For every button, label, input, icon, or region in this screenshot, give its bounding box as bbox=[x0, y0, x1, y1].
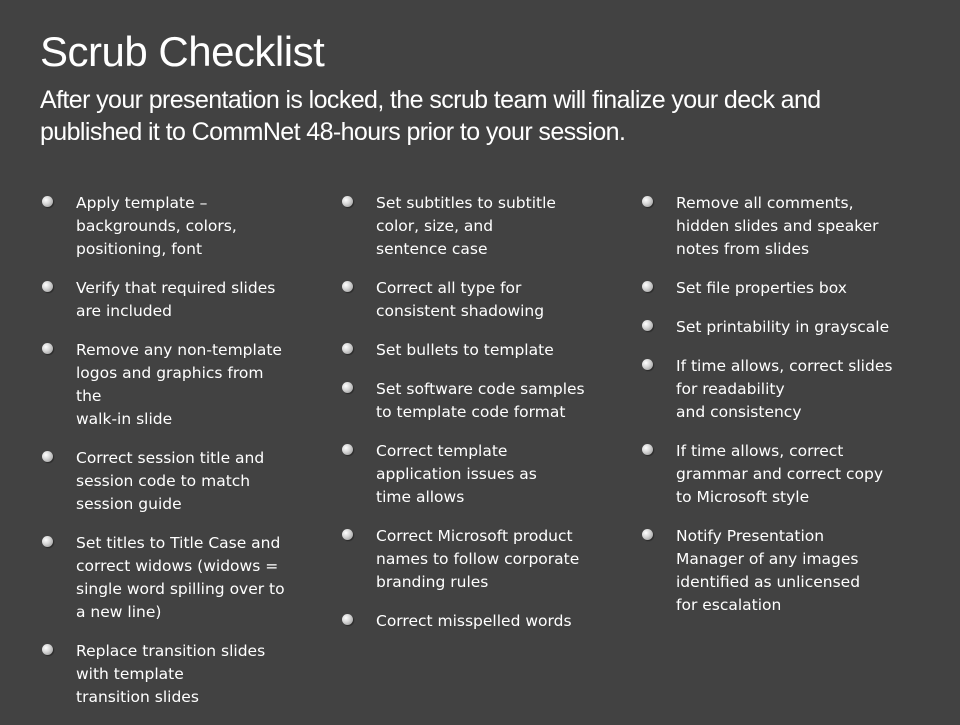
bullet-icon bbox=[342, 614, 353, 625]
bullet-icon bbox=[342, 444, 353, 455]
checklist-item bbox=[342, 277, 592, 323]
bullet-icon bbox=[642, 529, 653, 540]
checklist-item-text: Replace transition slides with template transition slides bbox=[76, 642, 266, 706]
bullet-icon bbox=[342, 196, 353, 207]
checklist-item-text: Correct template application issues as time allows bbox=[376, 442, 537, 506]
checklist-item bbox=[642, 525, 932, 617]
checklist-item bbox=[42, 192, 292, 261]
checklist-item bbox=[42, 447, 292, 516]
bullet-icon bbox=[42, 536, 53, 547]
checklist-item bbox=[42, 640, 292, 709]
checklist-item-text: Set printability in grayscale bbox=[676, 318, 890, 336]
bullet-icon bbox=[642, 320, 653, 331]
checklist-item bbox=[342, 378, 592, 424]
bullet-icon bbox=[42, 451, 53, 462]
checklist-column-3 bbox=[642, 192, 932, 633]
checklist-item-text: Set subtitles to subtitle color, size, and sentence case bbox=[376, 194, 556, 258]
bullet-icon bbox=[342, 343, 353, 354]
checklist-item bbox=[42, 532, 292, 624]
checklist-item bbox=[42, 339, 292, 431]
bullet-icon bbox=[42, 196, 53, 207]
checklist-column-2 bbox=[342, 192, 592, 649]
checklist-item-text: Set titles to Title Case and correct widows (widows = single word spilling over to a new line) bbox=[76, 534, 285, 621]
checklist-item-text: Correct all type for consistent shadowing bbox=[376, 279, 545, 320]
checklist-item bbox=[342, 610, 592, 633]
checklist-item-text: Correct Microsoft product names to follow corporate branding rules bbox=[376, 527, 580, 591]
checklist-item-text: If time allows, correct grammar and correct copy to Microsoft style bbox=[676, 442, 884, 506]
checklist-item bbox=[342, 339, 592, 362]
bullet-icon bbox=[642, 359, 653, 370]
checklist-item-text: Correct session title and session code to match session guide bbox=[76, 449, 265, 513]
checklist-item-text: Remove all comments, hidden slides and speaker notes from slides bbox=[676, 194, 879, 258]
bullet-icon bbox=[42, 281, 53, 292]
checklist-item-text: If time allows, correct slides for readability and consistency bbox=[676, 357, 893, 421]
checklist-item-text: Correct misspelled words bbox=[376, 612, 572, 630]
checklist-item bbox=[342, 525, 592, 594]
checklist-item-text: Notify Presentation Manager of any images identified as unlicensed for escalation bbox=[676, 527, 861, 614]
checklist-column-1 bbox=[42, 192, 292, 725]
bullet-icon bbox=[642, 196, 653, 207]
checklist-item-text: Verify that required slides are included bbox=[76, 279, 276, 320]
checklist-item bbox=[42, 277, 292, 323]
bullet-icon bbox=[42, 644, 53, 655]
checklist-item-text: Set bullets to template bbox=[376, 341, 554, 359]
checklist-item bbox=[342, 440, 592, 509]
checklist-item bbox=[642, 355, 932, 424]
checklist-item-text: Apply template – backgrounds, colors, positioning, font bbox=[76, 194, 237, 258]
checklist-item bbox=[642, 316, 932, 339]
bullet-icon bbox=[642, 444, 653, 455]
checklist-item bbox=[342, 192, 592, 261]
checklist-item-text: Set software code samples to template code format bbox=[376, 380, 585, 421]
bullet-icon bbox=[642, 281, 653, 292]
slide-subtitle: After your presentation is locked, the scrub team will finalize your deck and published it to CommNet 48-hours prior to your session. bbox=[40, 86, 821, 146]
checklist-item bbox=[642, 192, 932, 261]
checklist-item-text: Set file properties box bbox=[676, 279, 847, 297]
bullet-icon bbox=[42, 343, 53, 354]
slide-title: Scrub Checklist bbox=[40, 28, 325, 75]
checklist-item-text: Remove any non-template logos and graphics from the walk-in slide bbox=[76, 341, 282, 428]
bullet-icon bbox=[342, 382, 353, 393]
checklist-item bbox=[642, 277, 932, 300]
checklist-item bbox=[642, 440, 932, 509]
bullet-icon bbox=[342, 281, 353, 292]
bullet-icon bbox=[342, 529, 353, 540]
